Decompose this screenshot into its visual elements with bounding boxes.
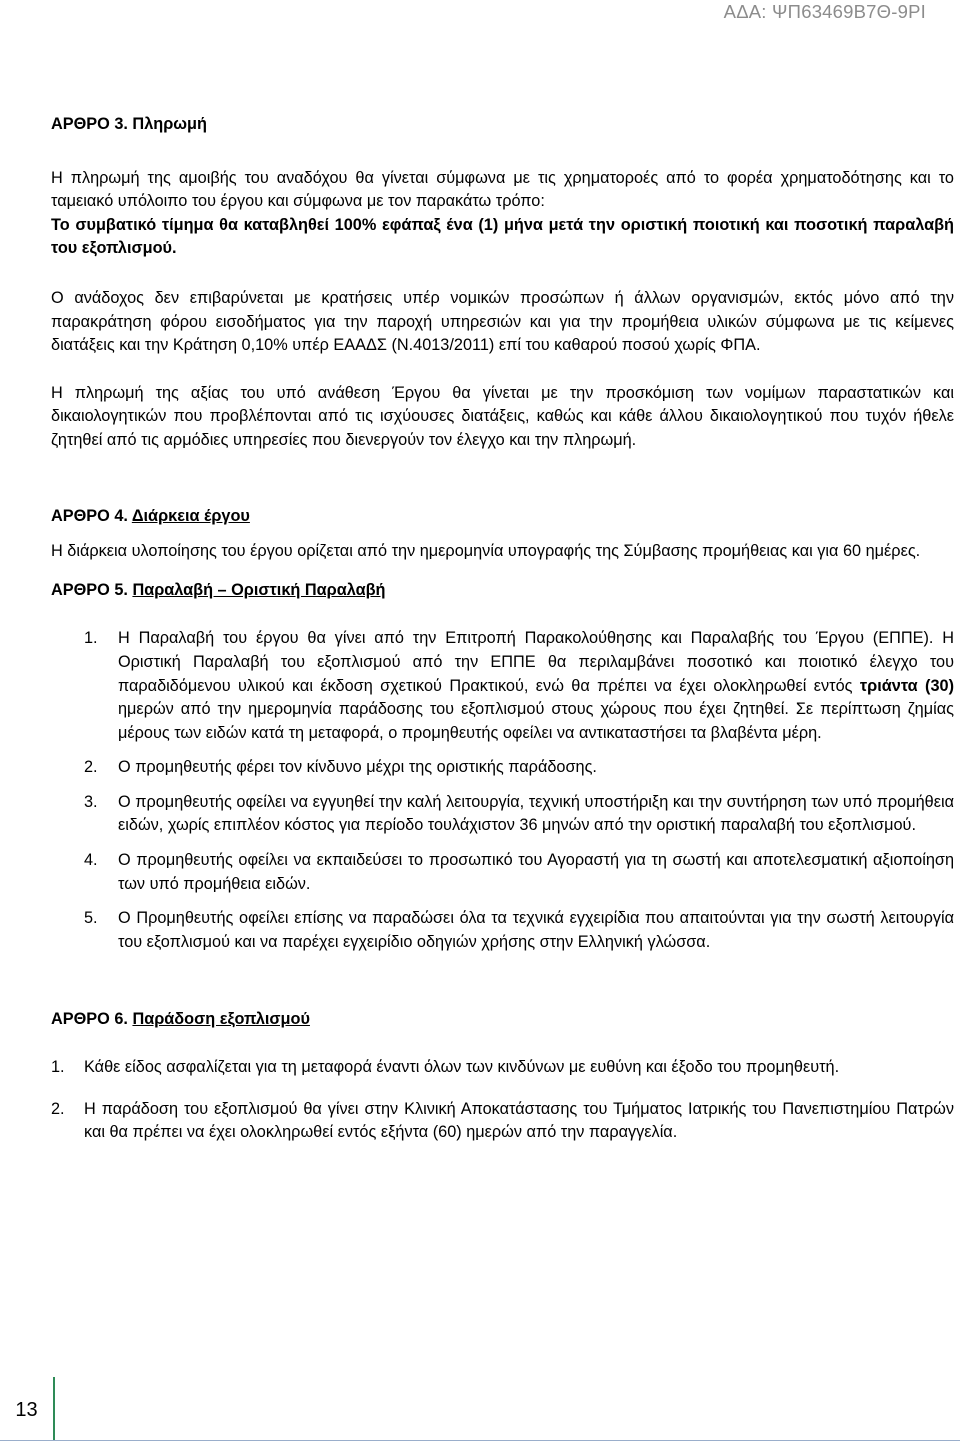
list-item-number: 1. [84,629,98,648]
list-item-text: Η Παραλαβή του έργου θα γίνει από την Επιτροπή Παρακολούθησης και Παραλαβής του Έργου (ΕΠΠΕ). Η Οριστική Παραλαβή του εξοπλισμού από την ΕΠΠΕ θα περιλαμβάνει ποσοτικό και ποιοτικό έλεγχο του παραδιδόμενου υλικού και έκδοση σχετικού Πρακτικού, ενώ θα πρέπει να έχει ολοκληρωθεί εντός [118,629,954,695]
article-4-title-prefix: ΑΡΘΡΟ 4. [51,506,132,525]
list-item-text: Ο προμηθευτής φέρει τον κίνδυνο μέχρι της οριστικής παράδοσης. [118,758,597,777]
article-3-paragraph-1: Η πληρωμή της αμοιβής του αναδόχου θα γίνεται σύμφωνα με τις χρηματοροές από το φορέα χρηματοδότησης και το ταμειακό υπόλοιπο του έργου και σύμφωνα με τον παρακάτω τρόπο: [51,168,954,211]
article-6-title-main: Παράδοση εξοπλισμού [132,1010,310,1029]
article-5-title-main: Παραλαβή – Οριστική Παραλαβή [132,580,386,599]
article-3-title: ΑΡΘΡΟ 3. Πληρωμή [51,115,207,133]
list-item [51,849,954,896]
list-item-number: 3. [84,792,98,811]
article-6-list [51,1056,954,1145]
list-item-number: 5. [84,909,98,928]
list-item-text: Κάθε είδος ασφαλίζεται για τη μεταφορά έναντι όλων των κινδύνων με ευθύνη και έξοδο του προμηθευτή. [84,1058,840,1077]
article-3-paragraph-2: Το συμβατικό τίμημα θα καταβληθεί 100% εφάπαξ ένα (1) μήνα μετά την οριστική ποιοτική και ποσοτική παραλαβή του εξοπλισμού. [51,215,954,258]
article-6-title [51,1008,954,1032]
footer-rule [0,1440,960,1441]
list-item-number: 4. [84,851,98,870]
list-item-number: 1. [51,1058,65,1077]
list-item-text: Ο προμηθευτής οφείλει να εκπαιδεύσει το προσωπικό του Αγοραστή για τη σωστή και αποτελεσματική αξιοποίηση των υπό προμήθεια ειδών. [118,851,954,893]
article-6-title-prefix: ΑΡΘΡΟ 6. [51,1010,133,1029]
article-4-paragraph-1: Η διάρκεια υλοποίησης του έργου ορίζεται από την ημερομηνία υπογραφής της Σύμβασης προμήθειας και για 60 ημέρες. [51,542,921,561]
article-5-list [51,627,954,954]
page-number: 13 [15,1399,38,1421]
ada-code: ΑΔΑ: ΨΠ63469Β7Θ-9ΡΙ [723,1,926,22]
article-4-title-main: Διάρκεια έργου [131,506,250,525]
article-5-title-prefix: ΑΡΘΡΟ 5. [51,580,133,599]
article-3-paragraph-4: Η πληρωμή της αξίας του υπό ανάθεση Έργου θα γίνεται με την προσκόμιση των νομίμων παραστατικών και δικαιολογητικών που προβλέπονται από τις ισχύουσες διατάξεις, καθώς και κάθε άλλου δικαιολογητικού που τυχόν ήθελε ζητηθεί από τις αρμόδιες υπηρεσίες που διενεργούν τον έλεγχο και την πληρωμή. [51,383,954,449]
list-item-number: 2. [51,1099,65,1118]
list-item [51,907,954,954]
list-item [51,756,954,780]
list-item [51,791,954,838]
list-item [51,627,954,745]
list-item-bold-text: τριάντα (30) [859,676,954,695]
list-item-text: Η παράδοση του εξοπλισμού θα γίνει στην Κλινική Αποκατάστασης του Τμήματος Ιατρικής του Πανεπιστημίου Πατρών και θα πρέπει να έχει ολοκληρωθεί εντός εξήντα (60) ημερών από την παραγγελία. [84,1099,954,1142]
article-5-title [51,579,954,603]
list-item [51,1056,954,1080]
article-4-title [51,505,954,529]
list-item-text-end: ημερών από την ημερομηνία παράδοσης του εξοπλισμού στους χώρους που έχει ζητηθεί. Σε περίπτωση ζημίας μέρους των ειδών κατά τη μεταφορά, ο προμηθευτής οφείλει να αντικαταστήσει τα βλαβέντα μέρη. [118,700,954,742]
list-item-number: 2. [84,758,98,777]
article-3-paragraph-3: Ο ανάδοχος δεν επιβαρύνεται με κρατήσεις υπέρ νομικών προσώπων ή άλλων οργανισμών, εκτός μόνο από την παρακράτηση φόρου εισοδήματος για την παροχή υπηρεσιών και για την προμήθεια υλικών σύμφωνα με τις κείμενες διατάξεις και την Κράτηση 0,10% υπέρ ΕΑΑΔΣ (Ν.4013/2011) επί του καθαρού ποσού χωρίς ΦΠΑ. [51,288,954,355]
list-item [51,1098,954,1145]
list-item-text: Ο προμηθευτής οφείλει να εγγυηθεί την καλή λειτουργία, τεχνική υποστήριξη και την συντήρηση των υπό προμήθεια ειδών, χωρίς επιπλέον κόστος για περίοδο τουλάχιστον 36 μηνών από την οριστική παραλαβή του εξοπλισμού. [118,792,954,835]
list-item-text: Ο Προμηθευτής οφείλει επίσης να παραδώσει όλα τα τεχνικά εγχειρίδια που απαιτούνται για την σωστή λειτουργία του εξοπλισμού και να παρέχει εγχειρίδιο οδηγιών χρήσης στην Ελληνική γλώσσα. [118,909,954,951]
document-body [51,113,954,1145]
